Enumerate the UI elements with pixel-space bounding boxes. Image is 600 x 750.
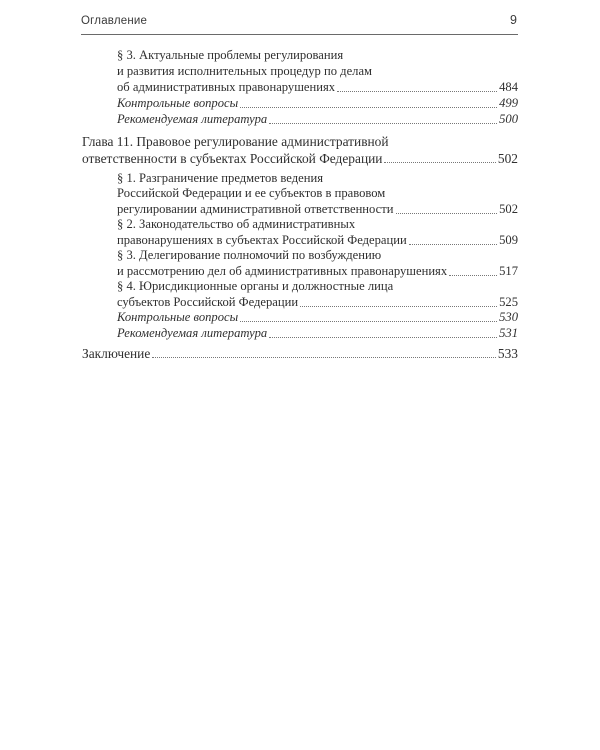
toc-entry-line: [117, 80, 518, 95]
toc-entry-text: об административных правонарушениях: [117, 80, 336, 94]
toc-entry-text: ответственности в субъектах Российской Федерации: [82, 151, 383, 166]
dot-leader: [409, 240, 497, 245]
toc-entry-text: Контрольные вопросы: [117, 310, 239, 324]
toc-page-number: 530: [499, 310, 518, 324]
toc-entry-text: § 3. Актуальные проблемы регулирования: [117, 48, 344, 62]
toc-entry-text: § 1. Разграничение предметов ведения: [117, 171, 324, 185]
toc-entry-line: [117, 48, 518, 63]
toc-entry-text: § 3. Делегирование полномочий по возбуждению: [117, 248, 382, 262]
toc-entry-text: Контрольные вопросы: [117, 96, 239, 110]
dot-leader: [337, 87, 497, 92]
toc-page-number: 533: [497, 346, 518, 361]
toc-entry-text: регулировании административной ответственности: [117, 202, 394, 216]
dot-leader: [300, 302, 497, 307]
dot-leader: [269, 119, 497, 124]
toc-page-number: 499: [499, 96, 518, 110]
toc-entry-line: [117, 279, 518, 294]
toc-entry-line: [117, 248, 518, 263]
toc-entry-text: Рекомендуемая литература: [117, 326, 268, 340]
toc-entry-text: и рассмотрению дел об административных правонарушениях: [117, 264, 448, 278]
toc-entry-text: и развития исполнительных процедур по делам: [117, 64, 373, 78]
toc-entry-text: Глава 11. Правовое регулирование административной: [82, 134, 389, 149]
toc-entry-line: [117, 64, 518, 79]
toc-entry-text: § 4. Юрисдикционные органы и должностные лица: [117, 279, 394, 293]
running-header: [81, 12, 518, 35]
toc-entry-line: [117, 202, 518, 217]
toc-page-number: 484: [499, 80, 518, 94]
toc-page-number: 500: [499, 112, 518, 126]
dot-leader: [269, 333, 497, 338]
toc-entry-recommended-literature: [117, 112, 518, 127]
toc-entry-text: субъектов Российской Федерации: [117, 295, 299, 309]
toc-entry-line: [117, 233, 518, 248]
toc-entry-line: [117, 295, 518, 310]
toc-entry-line: [117, 217, 518, 232]
toc-entry-line: [117, 264, 518, 279]
dot-leader: [240, 103, 497, 108]
toc-page-number: 531: [499, 326, 518, 340]
dot-leader: [449, 271, 497, 276]
toc-page-number: 525: [499, 295, 518, 309]
dot-leader: [240, 317, 497, 322]
toc-entry-control-questions: [117, 310, 518, 325]
toc-entry-text: правонарушениях в субъектах Российской Федерации: [117, 233, 407, 247]
toc-entry-recommended-literature: [117, 326, 518, 341]
toc-entry-text: § 2. Законодательство об административных: [117, 217, 356, 231]
dot-leader: [152, 353, 496, 358]
toc-entry-line: [117, 186, 518, 201]
toc-entry-line: [117, 171, 518, 186]
dot-leader: [384, 158, 495, 163]
toc-entry-text: Рекомендуемая литература: [117, 112, 268, 126]
toc-page-number: 502: [497, 151, 518, 166]
running-header-title: Оглавление: [81, 15, 148, 27]
toc-chapter-heading: [82, 134, 518, 149]
toc-entry-text: Заключение: [82, 346, 151, 361]
toc-page-number: 502: [499, 202, 518, 216]
toc-entry-conclusion: [82, 346, 518, 361]
toc-page-number: 517: [499, 264, 518, 278]
running-header-page-number: 9: [510, 13, 517, 27]
toc-page-number: 509: [499, 233, 518, 247]
toc-entry-control-questions: [117, 96, 518, 111]
dot-leader: [396, 209, 498, 214]
toc-chapter-heading: [82, 151, 518, 166]
toc-entry-text: Российской Федерации и ее субъектов в правовом: [117, 186, 386, 200]
